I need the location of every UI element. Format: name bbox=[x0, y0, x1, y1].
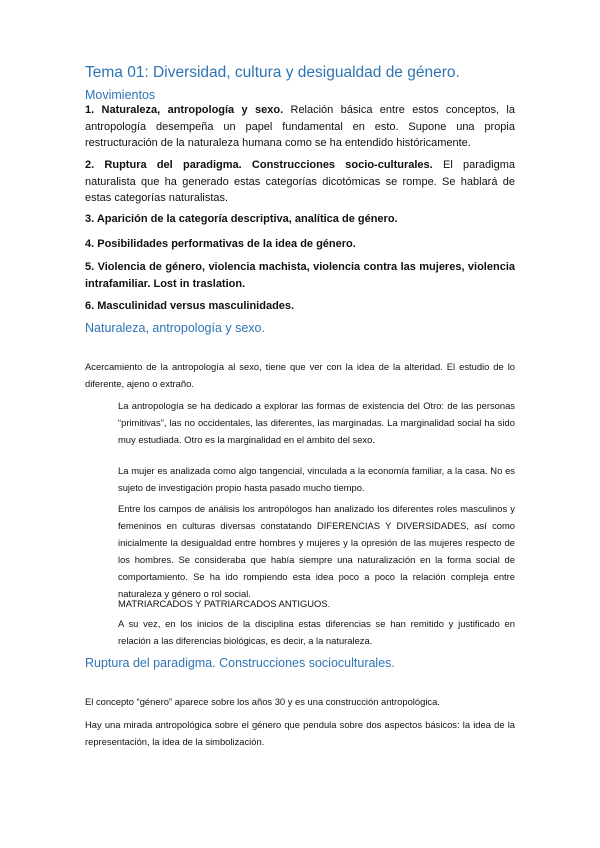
paragraph: Entre los campos de análisis los antropólogos han analizado los diferentes roles masculinos y femeninos en culturas diversas constatando DIFERENCIAS Y DIVERSIDADES, así como inicialmente la desigualdad entre hombres y mujeres y la opresión de las mujeres respecto de los hombres. Se consideraba que había siempre una naturalización en la forma social de comportamiento. Se ha ido rompiendo esta idea poco a poco la relación compleja entre naturaleza y género o rol social. bbox=[118, 503, 515, 599]
list-item bbox=[85, 157, 515, 207]
paragraph: La mujer es analizada como algo tangencial, vinculada a la economía familiar, a la casa. No es sujeto de investigación propio hasta pasado mucho tiempo. bbox=[118, 465, 515, 493]
paragraph: A su vez, en los inicios de la disciplina estas diferencias se han remitido y justificado en relación a las diferencias biológicas, es decir, a la naturaleza. bbox=[118, 618, 515, 646]
section-heading-ruptura: Ruptura del paradigma. Construcciones socioculturales. bbox=[85, 656, 395, 670]
movimientos-heading: Movimientos bbox=[85, 88, 156, 102]
paragraph-intro: Acercamiento de la antropología al sexo, tiene que ver con la idea de la alteridad. El estudio de lo diferente, ajeno o extraño. bbox=[85, 361, 515, 389]
paragraph: La antropología se ha dedicado a explorar las formas de existencia del Otro: de las personas “primitivas”, las no occidentales, las diferentes, las marginadas. La marginalidad social ha sido muy estudiada. Otro es la marginalidad en el ámbito del sexo. bbox=[118, 400, 515, 445]
list-item bbox=[85, 298, 515, 315]
paragraph: Hay una mirada antropológica sobre el género que pendula sobre dos aspectos básicos: la idea de la representación, la idea de la simbolización. bbox=[85, 719, 515, 747]
list-item bbox=[85, 259, 515, 292]
section-heading-naturaleza: Naturaleza, antropología y sexo. bbox=[85, 321, 265, 335]
list-item-title: 3. Aparición de la categoría descriptiva, analítica de género. bbox=[85, 213, 398, 225]
list-item bbox=[85, 102, 515, 152]
list-item-title: 6. Masculinidad versus masculinidades. bbox=[85, 300, 295, 312]
list-item-title: 5. Violencia de género, violencia machista, violencia contra las mujeres, violencia intrafamiliar. Lost in traslation. bbox=[85, 261, 515, 290]
list-item-text: Relación básica entre estos conceptos, la antropología desempeña un papel fundamental en esto. Supone una propia restructuración de la naturaleza humana como se ha entendido históricamente. bbox=[85, 104, 515, 149]
paragraph: MATRIARCADOS Y PATRIARCADOS ANTIGUOS. bbox=[118, 598, 331, 609]
list-item-title: 4. Posibilidades performativas de la idea de género. bbox=[85, 238, 356, 250]
list-item-title: 2. Ruptura del paradigma. Construcciones socio-culturales. bbox=[85, 159, 433, 171]
list-item-title: 1. Naturaleza, antropología y sexo. bbox=[85, 104, 284, 116]
list-item bbox=[85, 236, 515, 253]
paragraph: El concepto “género” aparece sobre los años 30 y es una construcción antropológica. bbox=[85, 696, 440, 707]
list-item bbox=[85, 211, 515, 228]
page-title: Tema 01: Diversidad, cultura y desigualdad de género. bbox=[85, 64, 460, 81]
list-item-text: El paradigma naturalista que ha generado estas categorías dicotómicas se rompe. Se hablará de estas categorías naturalistas. bbox=[85, 159, 515, 204]
